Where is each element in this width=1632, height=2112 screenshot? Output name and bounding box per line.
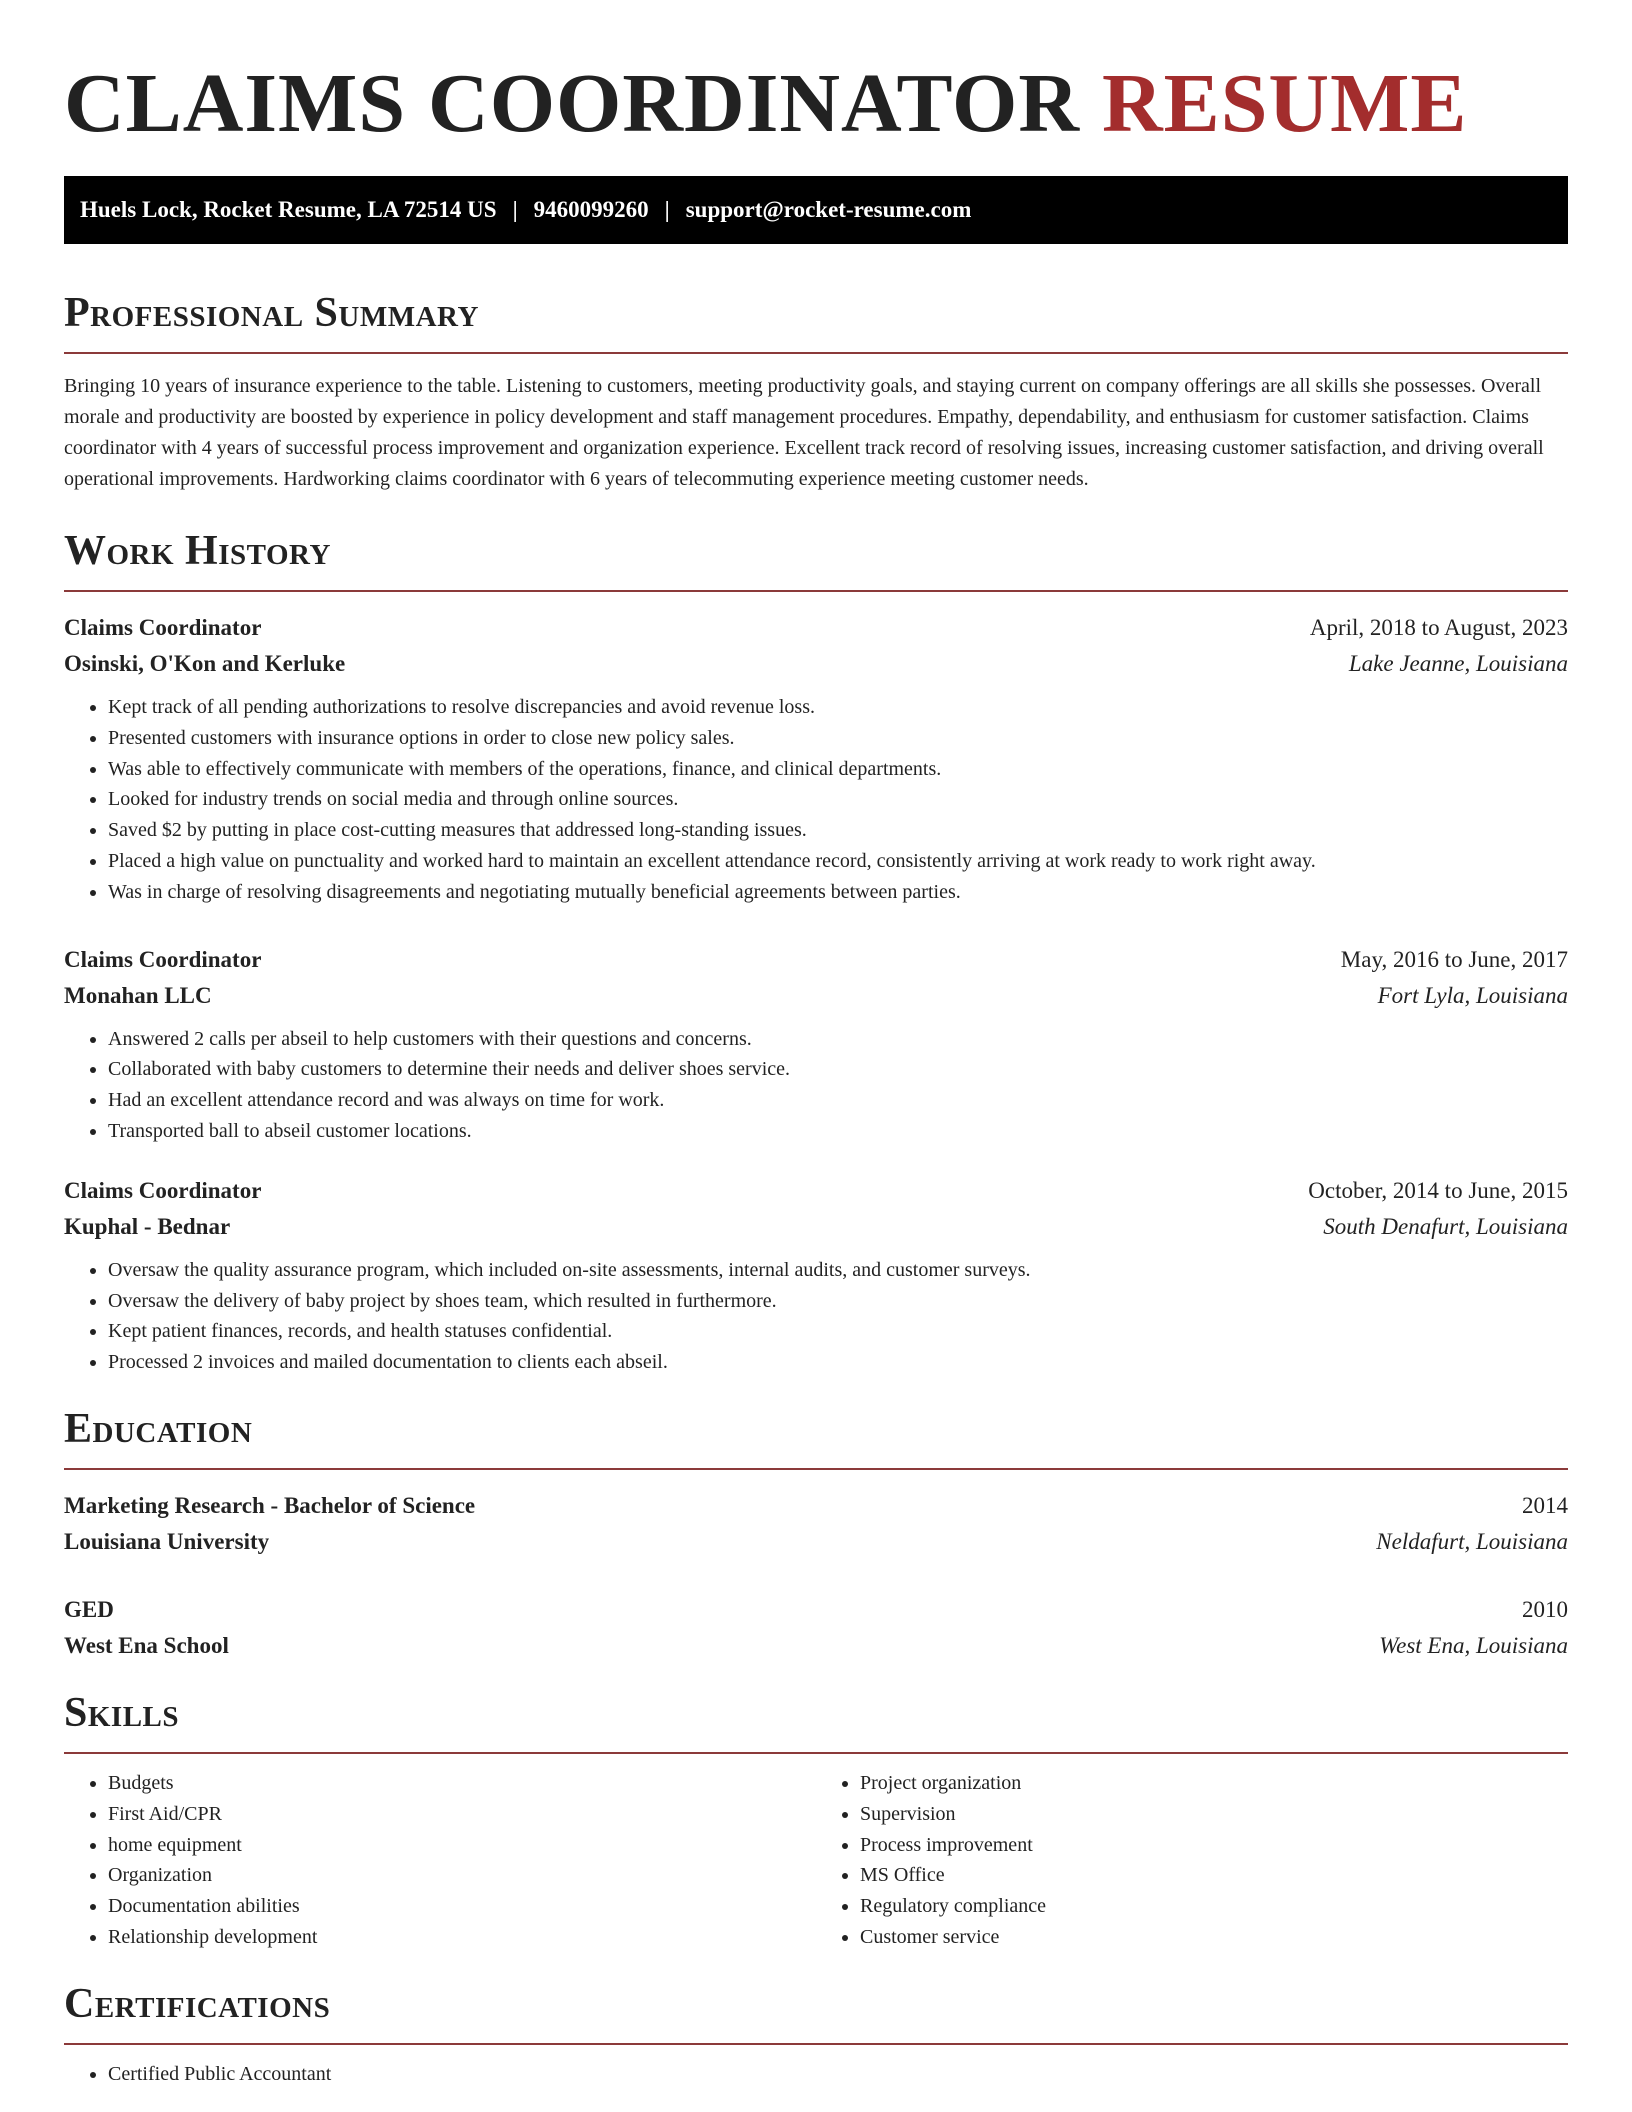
education-location: Neldafurt, Louisiana: [1376, 1528, 1568, 1554]
title-main: CLAIMS COORDINATOR: [64, 57, 1080, 150]
skill-item: • Relationship development: [108, 1922, 816, 1953]
education-location: West Ena, Louisiana: [1379, 1632, 1568, 1658]
certifications-list: [64, 2059, 1568, 2090]
job-bullet: • Kept track of all pending authorizations to resolve discrepancies and avoid revenue loss.: [108, 692, 1568, 723]
job-bullet: • Processed 2 invoices and mailed documentation to clients each abseil.: [108, 1347, 1568, 1378]
skill-item: • Customer service: [860, 1922, 1568, 1953]
skill-item: • Supervision: [860, 1799, 1568, 1830]
section-divider: [64, 352, 1568, 354]
education-year: 2014: [1522, 1492, 1568, 1518]
job-entry: [64, 1173, 1568, 1378]
job-bullet: • Collaborated with baby customers to determine their needs and deliver shoes service.: [108, 1054, 1568, 1085]
job-title-row: [64, 1173, 1568, 1209]
education-entry: [64, 1592, 1568, 1664]
contact-email[interactable]: support@rocket-resume.com: [685, 197, 972, 222]
section-divider: [64, 2043, 1568, 2045]
education-school-row: [64, 1628, 1568, 1664]
job-bullet: • Kept patient finances, records, and health statuses confidential.: [108, 1316, 1568, 1347]
skill-item: • Regulatory compliance: [860, 1891, 1568, 1922]
skill-item: • Process improvement: [860, 1830, 1568, 1861]
job-company: Monahan LLC: [64, 982, 212, 1008]
job-company: Osinski, O'Kon and Kerluke: [64, 651, 346, 676]
education-year: 2010: [1522, 1596, 1568, 1622]
skill-item: • Budgets: [108, 1768, 816, 1799]
job-title: Claims Coordinator: [64, 1177, 262, 1203]
job-company-row: [64, 978, 1568, 1014]
skill-item: • Organization: [108, 1860, 816, 1891]
job-dates: May, 2016 to June, 2017: [1340, 946, 1568, 972]
job-title-row: [64, 942, 1568, 978]
job-bullet: • Was able to effectively communicate with members of the operations, finance, and clinical departments.: [108, 754, 1568, 785]
job-bullet: • Transported ball to abseil customer locations.: [108, 1116, 1568, 1147]
education-heading: Education: [64, 1405, 253, 1452]
certification-item: • Certified Public Accountant: [108, 2059, 1568, 2090]
job-dates: October, 2014 to June, 2015: [1308, 1177, 1568, 1203]
job-bullet: • Had an excellent attendance record and was always on time for work.: [108, 1085, 1568, 1116]
work-history-heading: Work History: [64, 528, 331, 574]
job-bullet: • Looked for industry trends on social media and through online sources.: [108, 784, 1568, 815]
job-location: South Denafurt, Louisiana: [1323, 1213, 1568, 1239]
job-bullets: [64, 1255, 1568, 1378]
summary-heading: Professional Summary: [64, 290, 479, 336]
education-degree: GED: [64, 1596, 114, 1622]
skill-item: • First Aid/CPR: [108, 1799, 816, 1830]
job-bullet: • Was in charge of resolving disagreements and negotiating mutually beneficial agreements between parties.: [108, 877, 1568, 908]
job-company: Kuphal - Bednar: [64, 1213, 231, 1239]
skills-list: [64, 1768, 1568, 1953]
job-dates: April, 2018 to August, 2023: [1309, 615, 1568, 640]
skills-column-right: [816, 1768, 1568, 1953]
education-degree: Marketing Research - Bachelor of Science: [64, 1492, 476, 1518]
job-bullets: [64, 1024, 1568, 1147]
education-degree-row: [64, 1488, 1568, 1524]
job-location: Lake Jeanne, Louisiana: [1348, 651, 1568, 676]
section-divider: [64, 590, 1568, 592]
job-bullet: • Saved $2 by putting in place cost-cutting measures that addressed long-standing issues.: [108, 815, 1568, 846]
job-bullet: • Oversaw the quality assurance program, which included on-site assessments, internal audits, and customer surveys.: [108, 1255, 1568, 1286]
skill-item: • MS Office: [860, 1860, 1568, 1891]
job-company-row: [64, 1209, 1568, 1245]
skill-item: • Project organization: [860, 1768, 1568, 1799]
contact-address: Huels Lock, Rocket Resume, LA 72514 US: [80, 197, 497, 222]
job-entry: [64, 610, 1568, 908]
job-bullets: [64, 692, 1568, 908]
education-school: Louisiana University: [64, 1528, 270, 1554]
job-bullet: • Answered 2 calls per abseil to help customers with their questions and concerns.: [108, 1024, 1568, 1055]
contact-bar: [64, 176, 1568, 244]
contact-separator: |: [512, 197, 518, 222]
skills-heading: Skills: [64, 1689, 180, 1736]
job-title-row: [64, 610, 1568, 646]
section-divider: [64, 1468, 1568, 1470]
skills-column-left: [64, 1768, 816, 1953]
education-school-row: [64, 1524, 1568, 1560]
summary-text: Bringing 10 years of insurance experience to the table. Listening to customers, meeting productivity goals, and staying current on company offerings are all skills she possesses. Overall morale and productivity are boosted by experience in policy development and staff management procedures. Empathy, dependability, and enthusiasm for customer satisfaction. Claims coordinator with 4 years of successful process improvement and organization experience. Excellent track record of resolving issues, increasing customer satisfaction, and driving overall operational improvements. Hardworking claims coordinator with 6 years of telecommuting experience meeting customer needs.: [64, 375, 1544, 490]
job-location: Fort Lyla, Louisiana: [1377, 982, 1568, 1008]
job-bullet: • Presented customers with insurance options in order to close new policy sales.: [108, 723, 1568, 754]
job-entry: [64, 942, 1568, 1147]
contact-phone[interactable]: 9460099260: [533, 197, 649, 222]
skill-item: • Documentation abilities: [108, 1891, 816, 1922]
resume-title: [64, 56, 1568, 152]
education-entry: [64, 1488, 1568, 1560]
skill-item: • home equipment: [108, 1830, 816, 1861]
education-degree-row: [64, 1592, 1568, 1628]
contact-separator: |: [664, 197, 670, 222]
job-title: Claims Coordinator: [64, 615, 262, 640]
job-bullet: • Placed a high value on punctuality and worked hard to maintain an excellent attendance record, consistently arriving at work ready to work right away.: [108, 846, 1568, 877]
certifications-heading: Certifications: [64, 1980, 331, 2027]
education-school: West Ena School: [64, 1632, 229, 1658]
title-accent: RESUME: [1102, 57, 1468, 150]
job-company-row: [64, 646, 1568, 682]
job-title: Claims Coordinator: [64, 946, 262, 972]
section-divider: [64, 1752, 1568, 1754]
job-bullet: • Oversaw the delivery of baby project by shoes team, which resulted in furthermore.: [108, 1286, 1568, 1317]
